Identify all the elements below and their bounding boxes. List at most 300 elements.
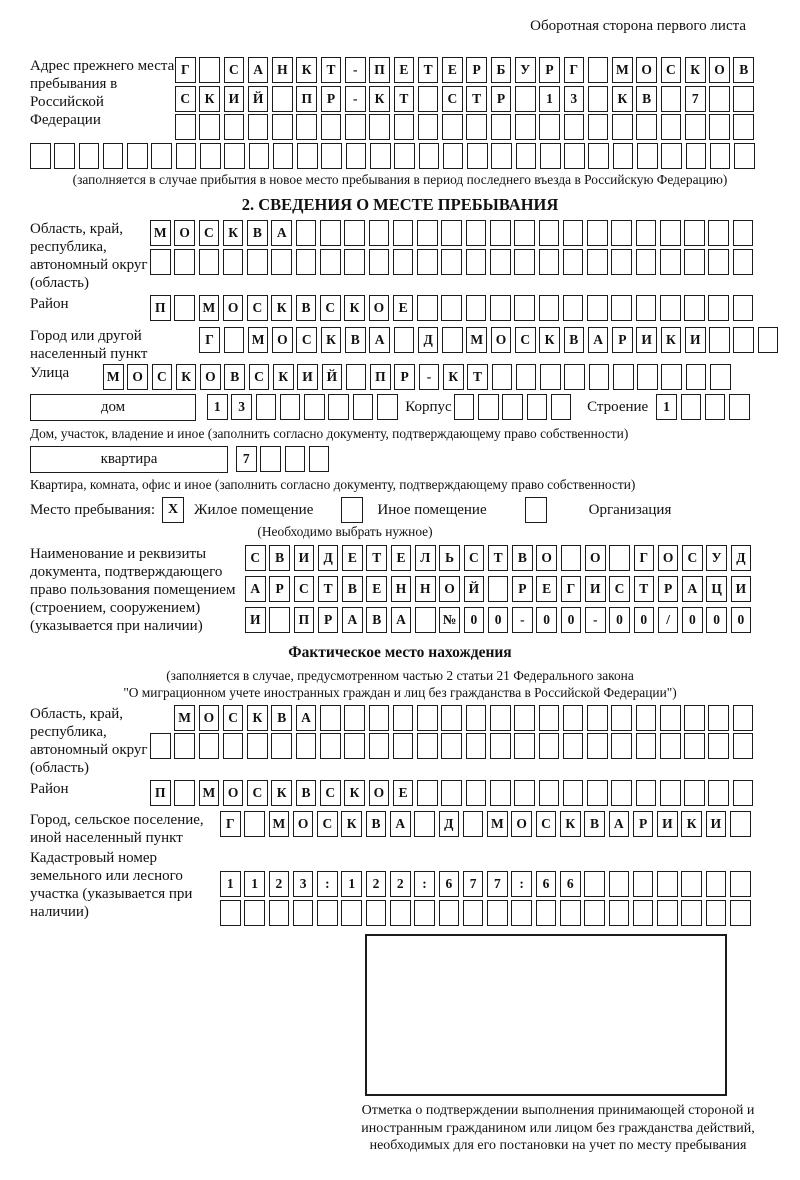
char-cell[interactable]: Т	[467, 364, 488, 390]
char-cell[interactable]	[657, 871, 678, 897]
char-cell[interactable]	[636, 295, 657, 321]
char-cell[interactable]	[733, 780, 754, 806]
char-cell[interactable]	[466, 295, 487, 321]
char-cell[interactable]: В	[366, 811, 387, 837]
char-cell[interactable]: Г	[561, 576, 582, 602]
char-cell[interactable]: П	[150, 780, 171, 806]
char-cell[interactable]	[539, 733, 560, 759]
char-cell[interactable]	[478, 394, 499, 420]
char-cell[interactable]	[612, 114, 633, 140]
char-cell[interactable]: :	[414, 871, 435, 897]
char-cell[interactable]	[587, 705, 608, 731]
char-cell[interactable]	[611, 295, 632, 321]
char-cell[interactable]	[685, 114, 706, 140]
char-cell[interactable]	[280, 394, 301, 420]
char-cell[interactable]: К	[271, 295, 292, 321]
char-cell[interactable]	[345, 114, 366, 140]
char-cell[interactable]	[417, 780, 438, 806]
char-cell[interactable]	[730, 900, 751, 926]
char-cell[interactable]: 0	[464, 607, 485, 633]
char-cell[interactable]	[706, 871, 727, 897]
char-cell[interactable]: А	[588, 327, 609, 353]
char-cell[interactable]	[514, 733, 535, 759]
char-cell[interactable]	[539, 780, 560, 806]
char-cell[interactable]	[681, 394, 702, 420]
char-cell[interactable]: 1	[244, 871, 265, 897]
char-cell[interactable]	[296, 114, 317, 140]
char-cell[interactable]: В	[296, 780, 317, 806]
char-cell[interactable]	[563, 705, 584, 731]
char-cell[interactable]: Й	[322, 364, 343, 390]
char-cell[interactable]	[710, 143, 731, 169]
char-cell[interactable]	[393, 705, 414, 731]
char-cell[interactable]	[686, 364, 707, 390]
char-cell[interactable]: 0	[609, 607, 630, 633]
char-cell[interactable]	[588, 143, 609, 169]
char-cell[interactable]: -	[419, 364, 440, 390]
char-cell[interactable]	[346, 143, 367, 169]
char-cell[interactable]	[175, 114, 196, 140]
char-cell[interactable]	[490, 733, 511, 759]
char-cell[interactable]	[439, 900, 460, 926]
char-cell[interactable]	[660, 220, 681, 246]
char-cell[interactable]	[733, 86, 754, 112]
char-cell[interactable]	[220, 900, 241, 926]
char-cell[interactable]: С	[223, 705, 244, 731]
char-cell[interactable]: М	[199, 780, 220, 806]
char-cell[interactable]: :	[317, 871, 338, 897]
char-cell[interactable]: В	[366, 607, 387, 633]
char-cell[interactable]	[708, 249, 729, 275]
char-cell[interactable]: П	[294, 607, 315, 633]
char-cell[interactable]: Д	[318, 545, 339, 571]
char-cell[interactable]	[684, 705, 705, 731]
char-cell[interactable]: К	[344, 780, 365, 806]
char-cell[interactable]	[390, 900, 411, 926]
char-cell[interactable]	[611, 249, 632, 275]
char-cell[interactable]: С	[320, 295, 341, 321]
char-cell[interactable]	[660, 780, 681, 806]
char-cell[interactable]: 7	[685, 86, 706, 112]
char-cell[interactable]	[730, 811, 751, 837]
char-cell[interactable]: И	[585, 576, 606, 602]
char-cell[interactable]	[441, 733, 462, 759]
char-cell[interactable]	[224, 143, 245, 169]
char-cell[interactable]	[369, 249, 390, 275]
char-cell[interactable]	[317, 900, 338, 926]
char-cell[interactable]	[256, 394, 277, 420]
char-cell[interactable]	[636, 220, 657, 246]
char-cell[interactable]	[511, 900, 532, 926]
char-cell[interactable]: А	[682, 576, 703, 602]
char-cell[interactable]: Е	[393, 295, 414, 321]
char-cell[interactable]	[502, 394, 523, 420]
char-cell[interactable]	[304, 394, 325, 420]
char-cell[interactable]	[587, 220, 608, 246]
char-cell[interactable]: М	[612, 57, 633, 83]
char-cell[interactable]	[587, 295, 608, 321]
char-cell[interactable]: К	[223, 220, 244, 246]
char-cell[interactable]: К	[443, 364, 464, 390]
char-cell[interactable]: С	[245, 545, 266, 571]
char-cell[interactable]	[419, 143, 440, 169]
char-cell[interactable]: М	[174, 705, 195, 731]
char-cell[interactable]	[708, 705, 729, 731]
char-cell[interactable]	[539, 114, 560, 140]
char-cell[interactable]	[636, 705, 657, 731]
char-cell[interactable]	[463, 811, 484, 837]
char-cell[interactable]	[309, 446, 330, 472]
char-cell[interactable]	[490, 705, 511, 731]
char-cell[interactable]: В	[636, 86, 657, 112]
char-cell[interactable]: О	[491, 327, 512, 353]
char-cell[interactable]: Р	[633, 811, 654, 837]
apartment-type-field[interactable]: квартира	[30, 446, 228, 473]
char-cell[interactable]	[609, 871, 630, 897]
char-cell[interactable]	[589, 364, 610, 390]
char-cell[interactable]: К	[271, 780, 292, 806]
char-cell[interactable]: О	[511, 811, 532, 837]
char-cell[interactable]	[247, 249, 268, 275]
char-cell[interactable]: С	[152, 364, 173, 390]
char-cell[interactable]: Е	[366, 576, 387, 602]
char-cell[interactable]	[466, 249, 487, 275]
char-cell[interactable]	[224, 327, 245, 353]
char-cell[interactable]: К	[341, 811, 362, 837]
char-cell[interactable]: А	[369, 327, 390, 353]
char-cell[interactable]: А	[391, 607, 412, 633]
char-cell[interactable]: В	[224, 364, 245, 390]
char-cell[interactable]: Е	[393, 780, 414, 806]
char-cell[interactable]	[415, 607, 436, 633]
char-cell[interactable]: С	[320, 780, 341, 806]
char-cell[interactable]: 0	[706, 607, 727, 633]
char-cell[interactable]	[563, 780, 584, 806]
char-cell[interactable]	[414, 900, 435, 926]
char-cell[interactable]	[463, 900, 484, 926]
char-cell[interactable]: О	[658, 545, 679, 571]
char-cell[interactable]	[514, 249, 535, 275]
char-cell[interactable]: И	[245, 607, 266, 633]
char-cell[interactable]	[199, 114, 220, 140]
char-cell[interactable]	[174, 249, 195, 275]
char-cell[interactable]	[611, 780, 632, 806]
char-cell[interactable]: 3	[564, 86, 585, 112]
char-cell[interactable]: 2	[366, 871, 387, 897]
char-cell[interactable]: О	[536, 545, 557, 571]
char-cell[interactable]	[442, 327, 463, 353]
char-cell[interactable]	[730, 871, 751, 897]
char-cell[interactable]	[369, 705, 390, 731]
char-cell[interactable]	[466, 705, 487, 731]
char-cell[interactable]	[710, 364, 731, 390]
char-cell[interactable]	[393, 220, 414, 246]
char-cell[interactable]	[564, 364, 585, 390]
char-cell[interactable]	[466, 780, 487, 806]
char-cell[interactable]: В	[271, 705, 292, 731]
char-cell[interactable]: П	[296, 86, 317, 112]
char-cell[interactable]: С	[175, 86, 196, 112]
char-cell[interactable]	[441, 705, 462, 731]
char-cell[interactable]	[636, 733, 657, 759]
char-cell[interactable]: П	[370, 364, 391, 390]
char-cell[interactable]: О	[223, 295, 244, 321]
char-cell[interactable]: Н	[391, 576, 412, 602]
char-cell[interactable]: О	[223, 780, 244, 806]
char-cell[interactable]	[490, 249, 511, 275]
char-cell[interactable]: Т	[488, 545, 509, 571]
char-cell[interactable]: Г	[199, 327, 220, 353]
char-cell[interactable]: 1	[656, 394, 677, 420]
char-cell[interactable]: 7	[487, 871, 508, 897]
char-cell[interactable]	[199, 249, 220, 275]
char-cell[interactable]	[539, 220, 560, 246]
char-cell[interactable]: 3	[231, 394, 252, 420]
char-cell[interactable]	[686, 143, 707, 169]
char-cell[interactable]: О	[369, 295, 390, 321]
char-cell[interactable]: Г	[220, 811, 241, 837]
char-cell[interactable]: К	[296, 57, 317, 83]
char-cell[interactable]	[613, 143, 634, 169]
char-cell[interactable]	[540, 364, 561, 390]
char-cell[interactable]	[609, 545, 630, 571]
char-cell[interactable]: О	[200, 364, 221, 390]
char-cell[interactable]	[661, 364, 682, 390]
char-cell[interactable]: Р	[269, 576, 290, 602]
char-cell[interactable]: С	[224, 57, 245, 83]
char-cell[interactable]: О	[199, 705, 220, 731]
char-cell[interactable]	[661, 86, 682, 112]
char-cell[interactable]	[176, 143, 197, 169]
char-cell[interactable]	[394, 114, 415, 140]
char-cell[interactable]	[633, 871, 654, 897]
char-cell[interactable]	[417, 220, 438, 246]
char-cell[interactable]	[272, 86, 293, 112]
char-cell[interactable]: Т	[318, 576, 339, 602]
char-cell[interactable]: Р	[394, 364, 415, 390]
char-cell[interactable]: О	[293, 811, 314, 837]
char-cell[interactable]	[199, 57, 220, 83]
char-cell[interactable]	[636, 114, 657, 140]
char-cell[interactable]	[516, 364, 537, 390]
char-cell[interactable]	[709, 86, 730, 112]
char-cell[interactable]	[174, 780, 195, 806]
char-cell[interactable]: Е	[394, 57, 415, 83]
char-cell[interactable]	[584, 871, 605, 897]
char-cell[interactable]	[515, 114, 536, 140]
char-cell[interactable]	[563, 733, 584, 759]
char-cell[interactable]: С	[247, 295, 268, 321]
char-cell[interactable]	[709, 327, 730, 353]
char-cell[interactable]	[633, 900, 654, 926]
char-cell[interactable]: К	[344, 295, 365, 321]
char-cell[interactable]	[320, 220, 341, 246]
char-cell[interactable]	[320, 705, 341, 731]
char-cell[interactable]: О	[709, 57, 730, 83]
char-cell[interactable]: К	[321, 327, 342, 353]
char-cell[interactable]	[466, 114, 487, 140]
char-cell[interactable]: Б	[491, 57, 512, 83]
char-cell[interactable]: И	[294, 545, 315, 571]
char-cell[interactable]	[344, 220, 365, 246]
char-cell[interactable]	[441, 220, 462, 246]
char-cell[interactable]	[733, 295, 754, 321]
char-cell[interactable]: №	[439, 607, 460, 633]
char-cell[interactable]: М	[466, 327, 487, 353]
char-cell[interactable]	[611, 733, 632, 759]
char-cell[interactable]: А	[390, 811, 411, 837]
char-cell[interactable]: С	[661, 57, 682, 83]
char-cell[interactable]: Г	[564, 57, 585, 83]
char-cell[interactable]	[514, 705, 535, 731]
char-cell[interactable]	[657, 900, 678, 926]
char-cell[interactable]	[588, 114, 609, 140]
char-cell[interactable]	[527, 394, 548, 420]
char-cell[interactable]: К	[560, 811, 581, 837]
char-cell[interactable]	[454, 394, 475, 420]
char-cell[interactable]: Е	[442, 57, 463, 83]
char-cell[interactable]	[684, 249, 705, 275]
char-cell[interactable]: Е	[342, 545, 363, 571]
char-cell[interactable]: К	[681, 811, 702, 837]
char-cell[interactable]: С	[296, 327, 317, 353]
char-cell[interactable]	[127, 143, 148, 169]
char-cell[interactable]: 0	[634, 607, 655, 633]
char-cell[interactable]	[587, 249, 608, 275]
char-cell[interactable]: О	[174, 220, 195, 246]
char-cell[interactable]: 1	[539, 86, 560, 112]
char-cell[interactable]: Л	[415, 545, 436, 571]
char-cell[interactable]	[418, 86, 439, 112]
char-cell[interactable]	[514, 295, 535, 321]
char-cell[interactable]	[328, 394, 349, 420]
char-cell[interactable]	[417, 733, 438, 759]
char-cell[interactable]: Г	[175, 57, 196, 83]
char-cell[interactable]: Ь	[439, 545, 460, 571]
char-cell[interactable]: М	[103, 364, 124, 390]
char-cell[interactable]	[467, 143, 488, 169]
char-cell[interactable]	[684, 295, 705, 321]
char-cell[interactable]	[637, 143, 658, 169]
char-cell[interactable]	[708, 220, 729, 246]
char-cell[interactable]	[296, 733, 317, 759]
char-cell[interactable]	[346, 364, 367, 390]
char-cell[interactable]: М	[150, 220, 171, 246]
char-cell[interactable]	[733, 733, 754, 759]
char-cell[interactable]	[708, 295, 729, 321]
char-cell[interactable]: Т	[634, 576, 655, 602]
char-cell[interactable]: Р	[612, 327, 633, 353]
char-cell[interactable]	[733, 114, 754, 140]
char-cell[interactable]: 7	[463, 871, 484, 897]
char-cell[interactable]	[661, 114, 682, 140]
char-cell[interactable]	[441, 780, 462, 806]
char-cell[interactable]	[490, 220, 511, 246]
char-cell[interactable]: С	[442, 86, 463, 112]
char-cell[interactable]	[341, 900, 362, 926]
char-cell[interactable]	[733, 327, 754, 353]
char-cell[interactable]	[285, 446, 306, 472]
char-cell[interactable]: -	[345, 86, 366, 112]
char-cell[interactable]: 2	[269, 871, 290, 897]
char-cell[interactable]: С	[682, 545, 703, 571]
checkbox-other-premises[interactable]	[341, 497, 363, 523]
char-cell[interactable]	[609, 900, 630, 926]
char-cell[interactable]: Д	[439, 811, 460, 837]
char-cell[interactable]: Р	[539, 57, 560, 83]
char-cell[interactable]	[394, 327, 415, 353]
char-cell[interactable]: И	[731, 576, 752, 602]
char-cell[interactable]	[588, 86, 609, 112]
char-cell[interactable]	[490, 780, 511, 806]
char-cell[interactable]	[637, 364, 658, 390]
char-cell[interactable]	[491, 114, 512, 140]
char-cell[interactable]	[560, 900, 581, 926]
char-cell[interactable]	[200, 143, 221, 169]
char-cell[interactable]	[224, 114, 245, 140]
char-cell[interactable]	[660, 733, 681, 759]
char-cell[interactable]: В	[512, 545, 533, 571]
char-cell[interactable]: Р	[466, 57, 487, 83]
char-cell[interactable]: В	[584, 811, 605, 837]
char-cell[interactable]	[708, 780, 729, 806]
char-cell[interactable]: Т	[466, 86, 487, 112]
char-cell[interactable]	[369, 114, 390, 140]
char-cell[interactable]: М	[248, 327, 269, 353]
char-cell[interactable]	[370, 143, 391, 169]
char-cell[interactable]: Т	[394, 86, 415, 112]
char-cell[interactable]: О	[369, 780, 390, 806]
char-cell[interactable]	[681, 900, 702, 926]
char-cell[interactable]	[733, 249, 754, 275]
char-cell[interactable]	[353, 394, 374, 420]
char-cell[interactable]: Ц	[706, 576, 727, 602]
char-cell[interactable]	[729, 394, 750, 420]
char-cell[interactable]	[564, 143, 585, 169]
char-cell[interactable]	[490, 295, 511, 321]
char-cell[interactable]	[661, 143, 682, 169]
char-cell[interactable]: А	[245, 576, 266, 602]
char-cell[interactable]: К	[539, 327, 560, 353]
char-cell[interactable]: Д	[418, 327, 439, 353]
char-cell[interactable]: И	[224, 86, 245, 112]
char-cell[interactable]: И	[685, 327, 706, 353]
char-cell[interactable]	[681, 871, 702, 897]
char-cell[interactable]	[297, 143, 318, 169]
char-cell[interactable]	[684, 220, 705, 246]
char-cell[interactable]	[344, 733, 365, 759]
char-cell[interactable]	[684, 780, 705, 806]
char-cell[interactable]	[706, 900, 727, 926]
char-cell[interactable]	[417, 249, 438, 275]
char-cell[interactable]	[443, 143, 464, 169]
char-cell[interactable]: С	[294, 576, 315, 602]
char-cell[interactable]	[491, 143, 512, 169]
char-cell[interactable]	[393, 249, 414, 275]
char-cell[interactable]: Р	[491, 86, 512, 112]
char-cell[interactable]: И	[706, 811, 727, 837]
char-cell[interactable]	[272, 114, 293, 140]
char-cell[interactable]	[244, 811, 265, 837]
char-cell[interactable]	[321, 143, 342, 169]
char-cell[interactable]: К	[685, 57, 706, 83]
char-cell[interactable]	[515, 86, 536, 112]
char-cell[interactable]	[442, 114, 463, 140]
char-cell[interactable]: М	[487, 811, 508, 837]
char-cell[interactable]: -	[512, 607, 533, 633]
char-cell[interactable]	[296, 249, 317, 275]
char-cell[interactable]: Й	[464, 576, 485, 602]
